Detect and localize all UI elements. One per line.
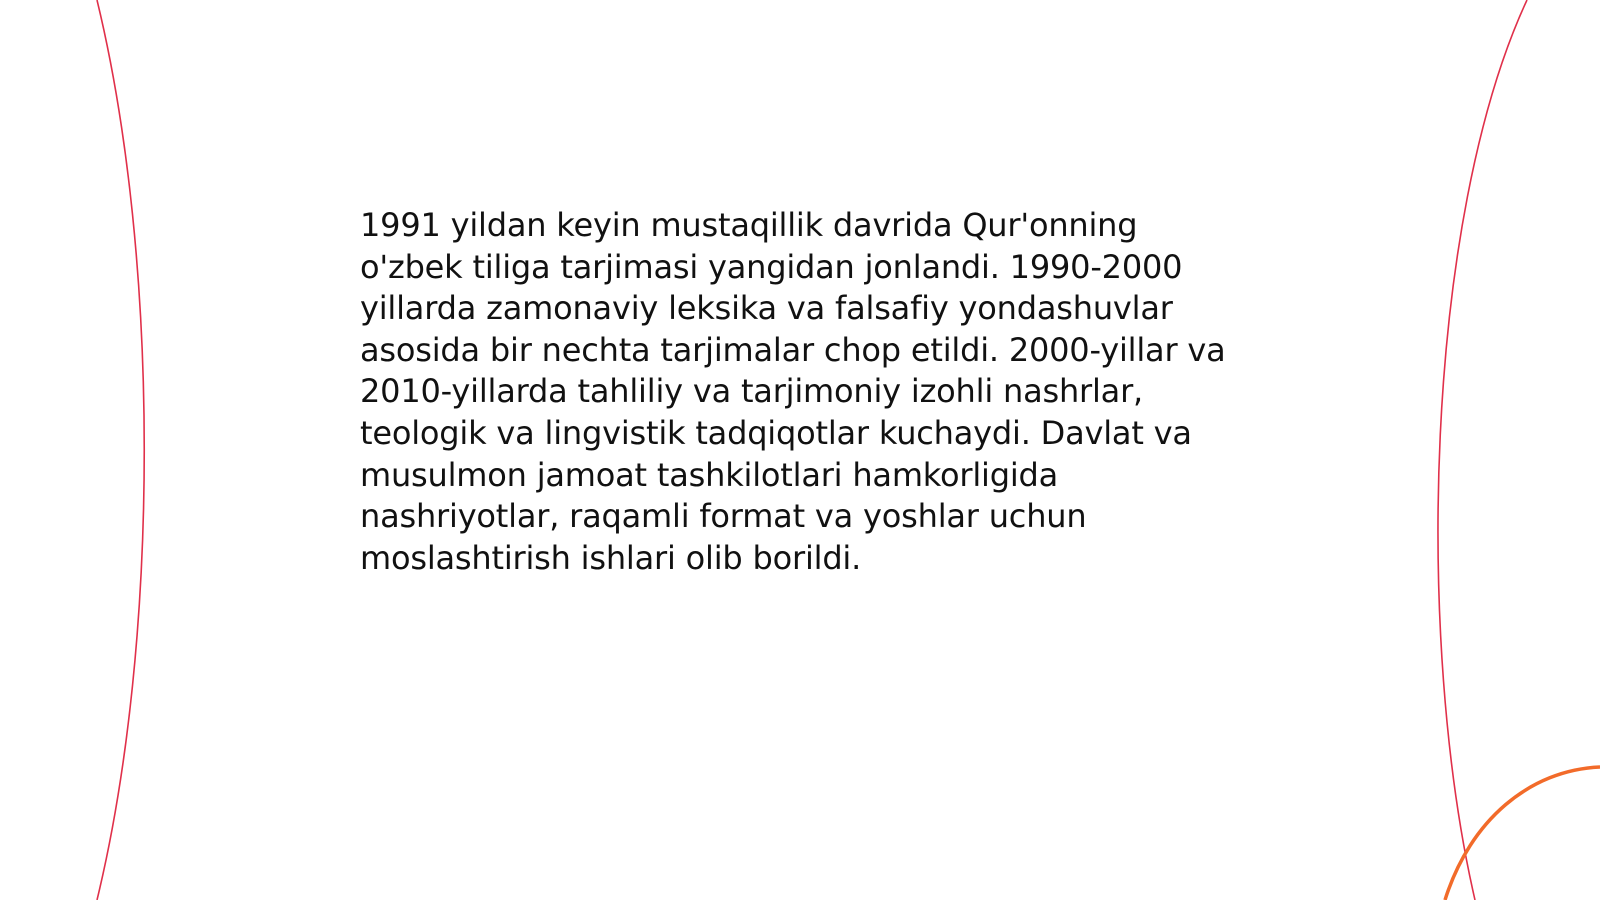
accent-arc xyxy=(1445,767,1600,900)
right-curve-line xyxy=(1438,0,1527,900)
left-curve-line xyxy=(97,0,144,900)
body-paragraph: 1991 yildan keyin mustaqillik davrida Qur'onning o'zbek tiliga tarjimasi yangidan jonlandi. 1990-2000 yillarda zamonaviy leksika va falsafiy yondashuvlar asosida bir nechta tarjimalar chop etildi. 2000-yillar va 2010-yillarda tahliliy va tarjimoniy izohli nashrlar, teologik va lingvistik tadqiqotlar kuchaydi. Davlat va musulmon jamoat tashkilotlari hamkorligida nashriyotlar, raqamli format va yoshlar uchun moslashtirish ishlari olib borildi. xyxy=(360,206,1226,577)
